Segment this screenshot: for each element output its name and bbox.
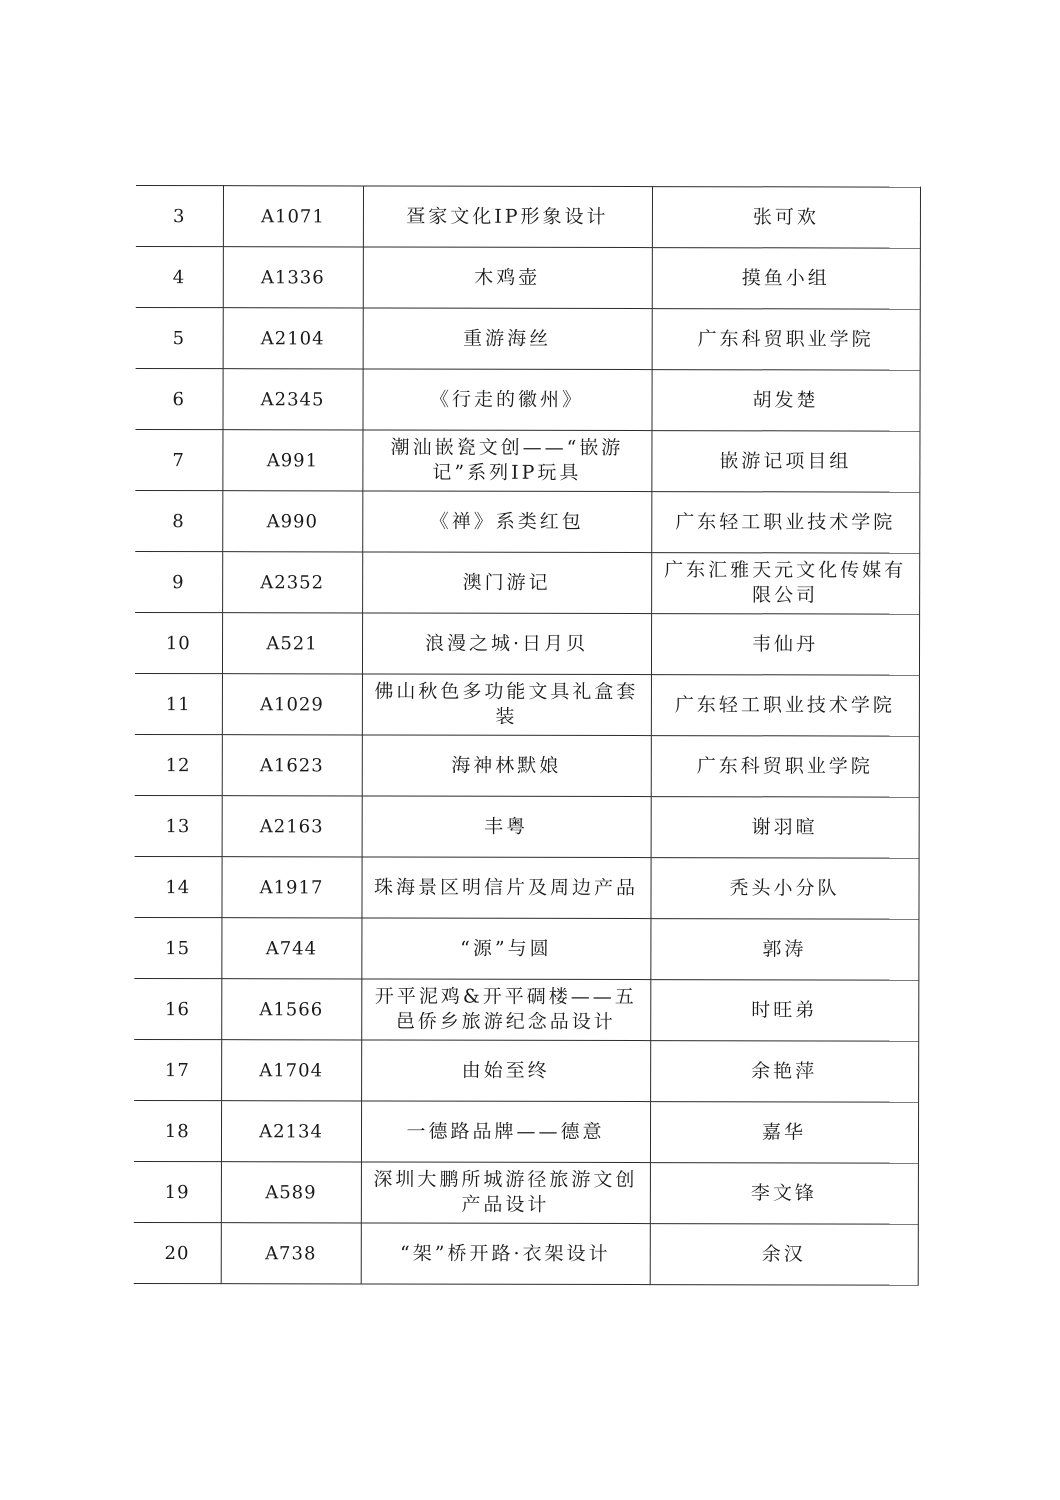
entry-author: 嵌游记项目组	[651, 431, 919, 493]
entry-author: 广东科贸职业学院	[651, 736, 919, 798]
entry-author: 广东轻工职业技术学院	[651, 675, 919, 737]
entry-code: A2104	[223, 308, 363, 369]
row-number: 8	[135, 490, 222, 551]
entry-title: 木鸡壶	[363, 247, 652, 309]
entry-title: 《行走的徽州》	[362, 369, 651, 431]
row-number: 5	[136, 307, 223, 368]
table-row	[136, 246, 920, 309]
entry-author: 摸鱼小组	[652, 248, 920, 310]
entry-title: 海神林默娘	[362, 735, 651, 797]
row-number: 19	[134, 1161, 221, 1222]
entry-code: A1071	[223, 186, 363, 247]
row-number: 15	[134, 917, 221, 978]
entry-code: A990	[222, 491, 362, 552]
row-number: 9	[135, 551, 222, 612]
entry-author: 广东轻工职业技术学院	[651, 492, 919, 554]
entry-title: 浪漫之城·日月贝	[362, 613, 651, 675]
entry-code: A1704	[221, 1040, 361, 1101]
table-row	[135, 734, 919, 797]
entry-author: 胡发楚	[651, 370, 919, 432]
entry-code: A2352	[222, 552, 362, 613]
entry-code: A744	[221, 918, 361, 979]
entry-code: A2163	[222, 796, 362, 857]
table-row	[134, 978, 918, 1041]
entry-author: 广东汇雅天元文化传媒有限公司	[651, 553, 919, 615]
entry-code: A2345	[222, 369, 362, 430]
entry-title: 开平泥鸡&开平碉楼——五邑侨乡旅游纪念品设计	[361, 979, 650, 1041]
table-row	[135, 490, 919, 553]
row-number: 20	[134, 1222, 221, 1283]
entry-title: 一德路品牌——德意	[361, 1101, 650, 1163]
table-row	[135, 673, 919, 736]
entry-code: A1623	[222, 735, 362, 796]
row-number: 11	[135, 673, 222, 734]
entry-author: 郭涛	[650, 919, 918, 981]
entry-code: A1336	[223, 247, 363, 308]
entry-code: A991	[222, 430, 362, 491]
entry-code: A589	[221, 1162, 361, 1223]
entry-code: A738	[221, 1223, 361, 1284]
award-list-table	[134, 185, 921, 1286]
table-row	[136, 186, 920, 249]
table-row	[134, 1222, 918, 1285]
entry-author: 谢羽暄	[651, 797, 919, 859]
entry-title: “架”桥开路·衣架设计	[361, 1223, 650, 1285]
entry-title: 澳门游记	[362, 552, 651, 614]
entry-title: 重游海丝	[363, 308, 652, 370]
row-number: 6	[135, 368, 222, 429]
row-number: 10	[135, 612, 222, 673]
entry-author: 嘉华	[650, 1102, 918, 1164]
row-number: 7	[135, 429, 222, 490]
table-row	[134, 1161, 918, 1224]
row-number: 17	[134, 1039, 221, 1100]
row-number: 14	[134, 856, 221, 917]
entry-author: 余艳萍	[650, 1041, 918, 1103]
entry-author: 李文锋	[650, 1163, 918, 1225]
table-row	[134, 917, 918, 980]
entry-title: 潮汕嵌瓷文创——“嵌游记”系列IP玩具	[362, 430, 651, 492]
table-row	[136, 307, 920, 370]
entry-title: 佛山秋色多功能文具礼盒套装	[362, 674, 651, 736]
entry-author: 广东科贸职业学院	[652, 309, 920, 371]
row-number: 13	[135, 795, 222, 856]
entry-code: A1566	[221, 979, 361, 1040]
table-row	[135, 429, 919, 492]
table-row	[134, 1100, 918, 1163]
entry-title: “源”与圆	[361, 918, 650, 980]
row-number: 18	[134, 1100, 221, 1161]
entry-title: 深圳大鹏所城游径旅游文创产品设计	[361, 1162, 650, 1224]
table-row	[135, 612, 919, 675]
entry-author: 张可欢	[652, 187, 920, 249]
entry-author: 时旺弟	[650, 980, 918, 1042]
table-row	[134, 1039, 918, 1102]
entry-author: 余汉	[650, 1224, 918, 1286]
entry-title: 丰粤	[362, 796, 651, 858]
table-row	[134, 856, 918, 919]
entry-title: 《禅》系类红包	[362, 491, 651, 553]
entry-title: 珠海景区明信片及周边产品	[361, 857, 650, 919]
row-number: 12	[135, 734, 222, 795]
entry-author: 韦仙丹	[651, 614, 919, 676]
table-row	[135, 551, 919, 614]
row-number: 3	[136, 186, 223, 247]
table-row	[135, 368, 919, 431]
table-row	[135, 795, 919, 858]
row-number: 16	[134, 978, 221, 1039]
entry-title: 由始至终	[361, 1040, 650, 1102]
table-body	[134, 186, 920, 1286]
entry-code: A521	[222, 613, 362, 674]
row-number: 4	[136, 246, 223, 307]
entry-code: A1029	[222, 674, 362, 735]
entry-code: A2134	[221, 1101, 361, 1162]
entry-title: 疍家文化IP形象设计	[363, 186, 652, 248]
entry-author: 秃头小分队	[650, 858, 918, 920]
entry-code: A1917	[221, 857, 361, 918]
